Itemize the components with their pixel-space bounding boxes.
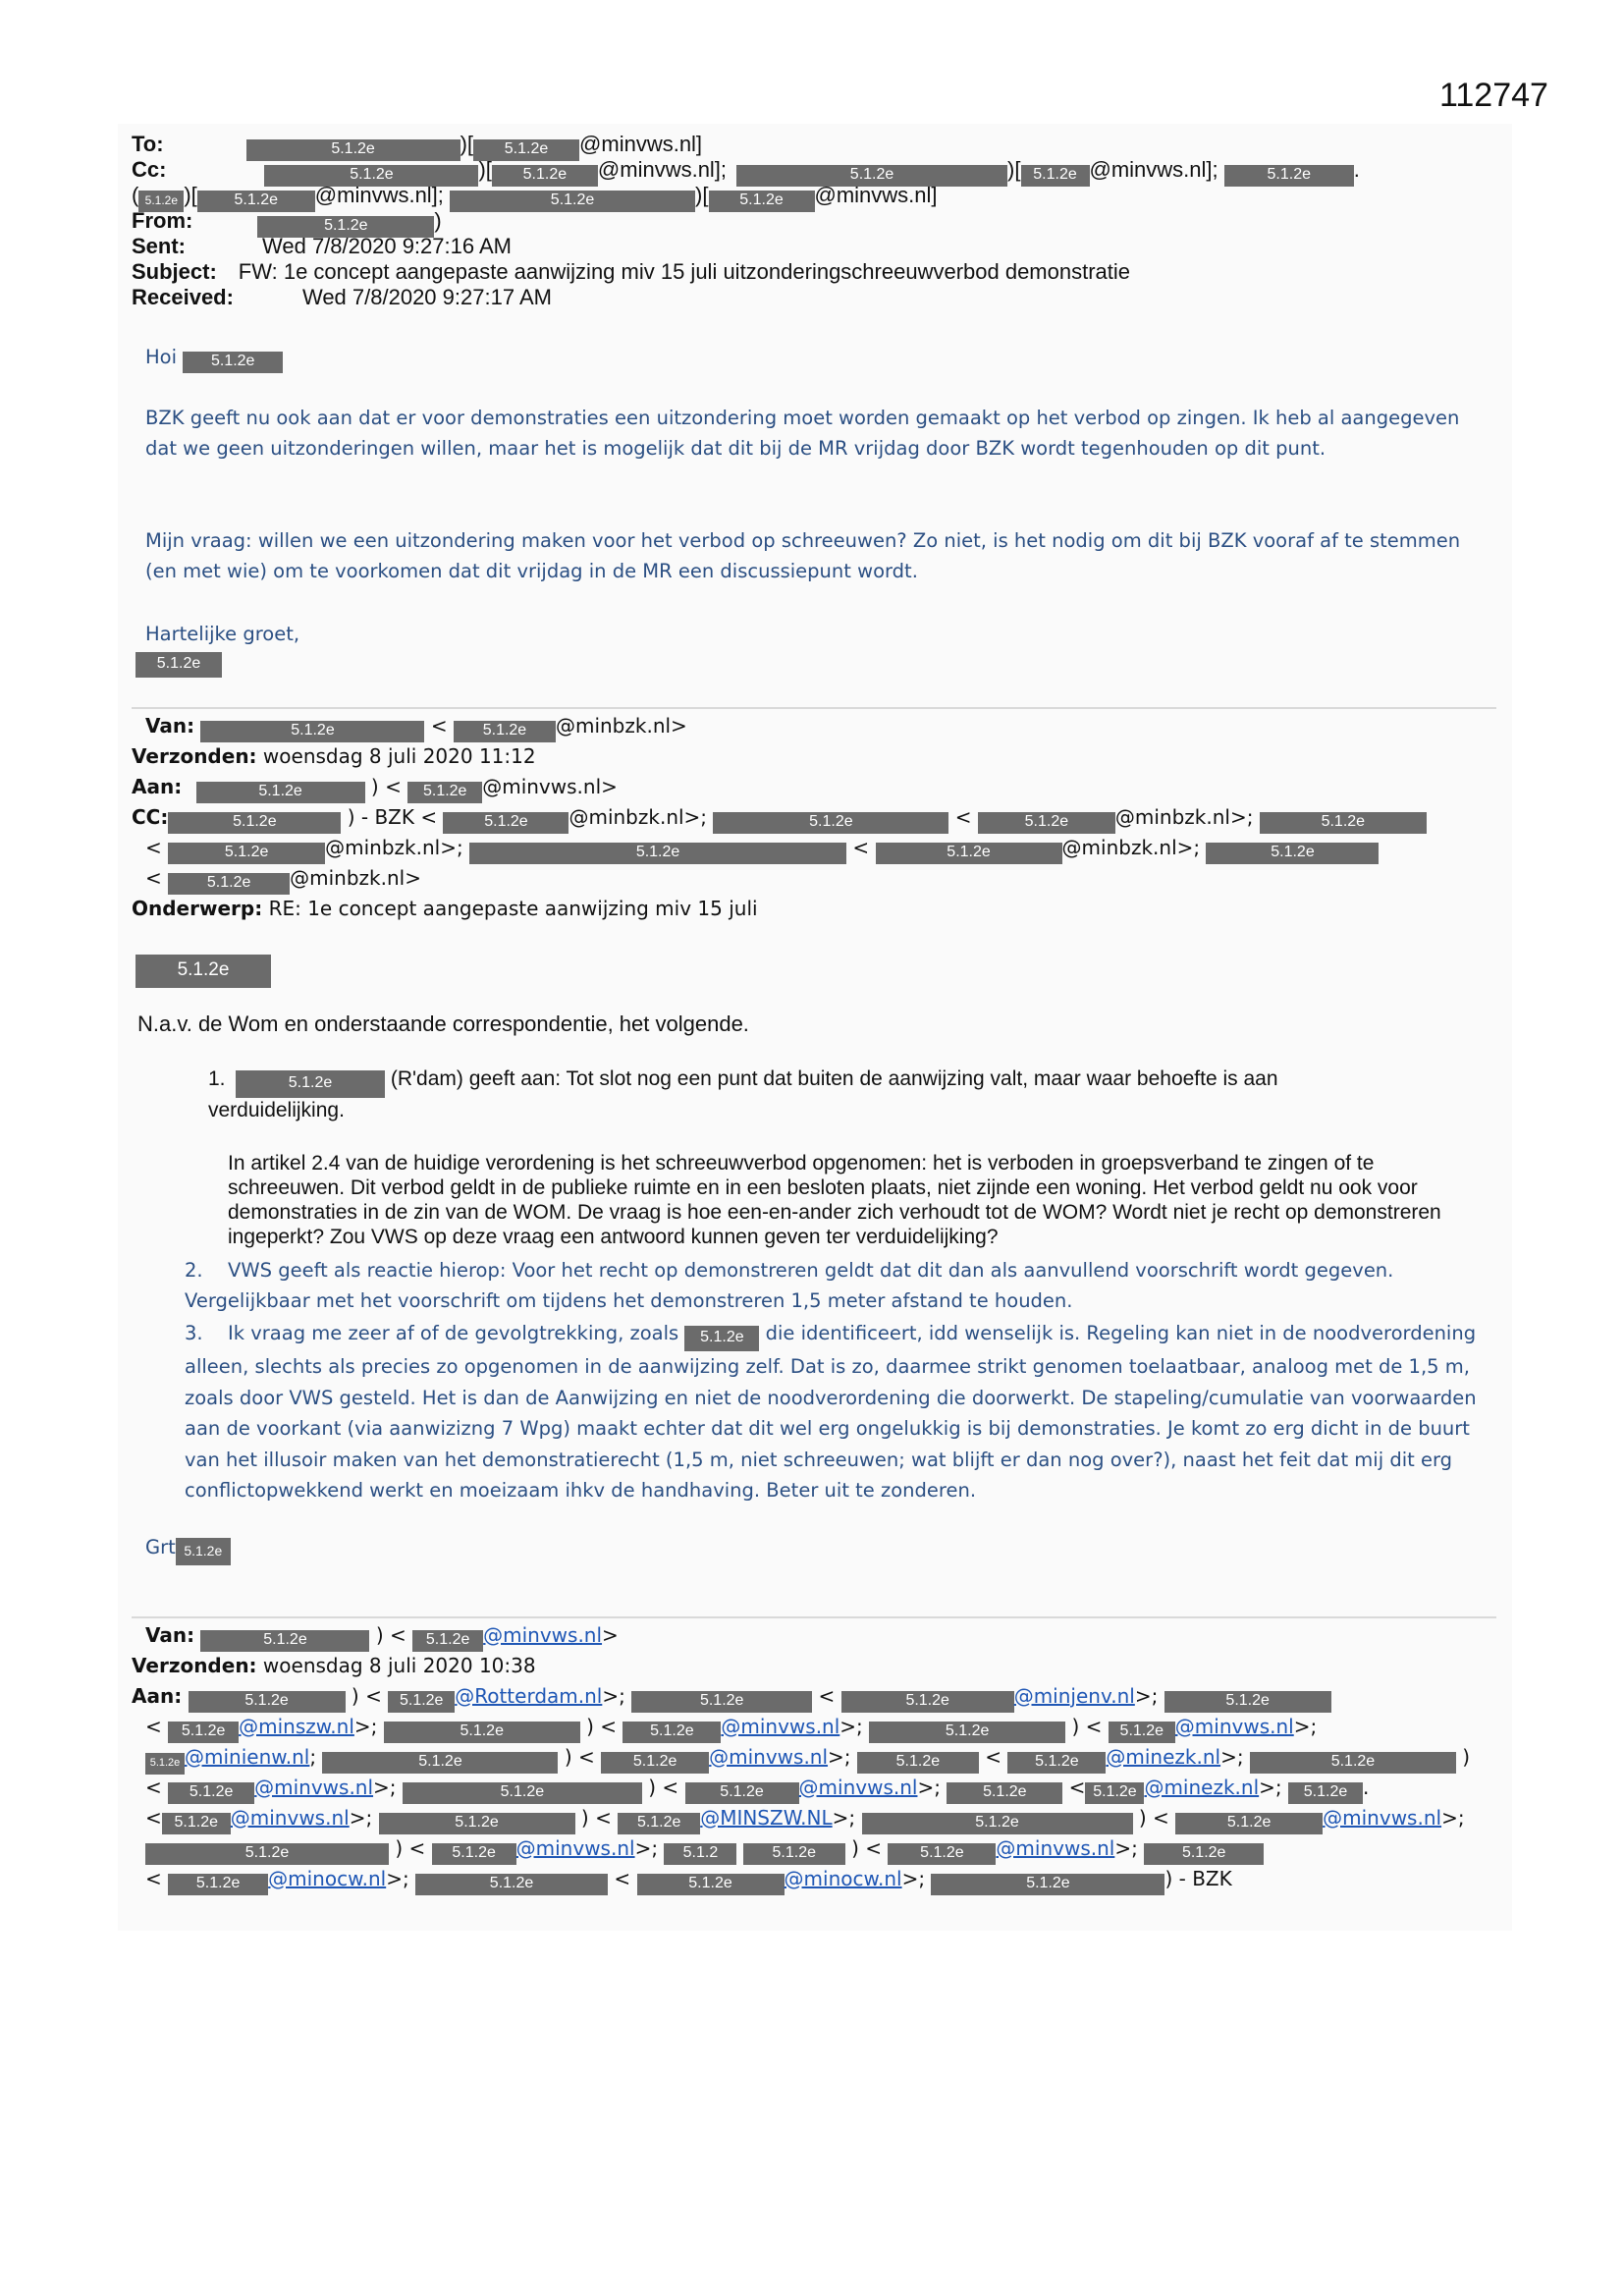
cc-line: Cc: 5.1.2e )[ 5.1.2e @minvws.nl]; 5.1.2e )[ 5.1.2e @minvws.nl]; 5.1.2e .	[132, 157, 1360, 187]
onderwerp-line: Onderwerp: RE: 1e concept aangepaste aanwijzing miv 15 juli	[132, 897, 758, 920]
aan-line-msg3-4: < 5.1.2e @minvws.nl>; 5.1.2e ) < 5.1.2e @minvws.nl>; 5.1.2e < 5.1.2e @minezk.nl>; 5.1.2e .	[145, 1773, 1369, 1804]
to-line: To: 5.1.2e )[ 5.1.2e @minvws.nl]	[132, 132, 702, 161]
redaction: 5.1.2e	[168, 1782, 254, 1804]
redaction: 5.1.2e	[183, 352, 283, 373]
redaction: 5.1.2e	[685, 1782, 799, 1804]
verzonden-line: Verzonden: woensdag 8 juli 2020 11:12	[132, 744, 536, 768]
redaction: 5.1.2e	[322, 1752, 558, 1774]
redaction: 5.1.2e	[1175, 1813, 1323, 1834]
redaction: 5.1.2e	[168, 1874, 268, 1895]
redaction: 5.1.2e	[415, 1874, 608, 1895]
to-label: To:	[132, 132, 164, 156]
redaction: 5.1.2e	[412, 1630, 483, 1652]
redaction: 5.1.2e	[862, 1813, 1133, 1834]
received-label: Received:	[132, 285, 234, 309]
redaction: 5.1.2e	[637, 1874, 785, 1895]
redaction: 5.1.2e	[264, 165, 478, 187]
redaction: 5.1.2e	[869, 1722, 1065, 1743]
redaction: 5.1.2e	[492, 165, 598, 187]
aan-line-msg3-2: < 5.1.2e @minszw.nl>; 5.1.2e ) < 5.1.2e @minvws.nl>; 5.1.2e ) < 5.1.2e @minvws.nl>;	[145, 1712, 1317, 1743]
redaction: 5.1.2e	[236, 1070, 385, 1098]
redaction: 5.1.2e	[450, 191, 695, 212]
redaction: 5.1.2e	[743, 1843, 845, 1865]
sent-label: Sent:	[132, 234, 186, 258]
redaction: 5.1.2e	[443, 812, 568, 834]
redaction: 5.1.2e	[200, 721, 424, 742]
redaction: 5.1.2e	[1260, 812, 1427, 834]
cc-domain: @minvws.nl]	[814, 183, 938, 207]
cc-domain: @minvws.nl];	[314, 183, 444, 207]
divider	[132, 1616, 1496, 1618]
to-domain: @minvws.nl]	[579, 132, 703, 156]
redaction: 5.1.2e	[168, 843, 325, 864]
redaction: 5.1.2e	[736, 165, 1007, 187]
redaction: 5.1.2e	[1109, 1722, 1175, 1743]
subject-label: Subject:	[132, 259, 217, 284]
closing: Hartelijke groet,	[145, 623, 300, 645]
redaction: 5.1.2e	[454, 721, 556, 742]
sent-value: Wed 7/8/2020 9:27:16 AM	[262, 234, 512, 258]
redaction: 5.1.2e	[713, 812, 948, 834]
redaction: 5.1.2e	[168, 873, 290, 895]
aan-line-msg3-6: 5.1.2e ) < 5.1.2e @minvws.nl>; 5.1.2 5.1.2e ) < 5.1.2e @minvws.nl>; 5.1.2e	[145, 1833, 1264, 1865]
redaction: 5.1.2e	[947, 1782, 1062, 1804]
redaction: 5.1.2e	[176, 1538, 231, 1565]
page-number: 112747	[1439, 77, 1548, 114]
redaction: 5.1.2e	[1085, 1782, 1144, 1804]
aan-line-msg3-7: < 5.1.2e @minocw.nl>; 5.1.2e < 5.1.2e @minocw.nl>; 5.1.2e ) - BZK	[145, 1864, 1232, 1895]
redaction: 5.1.2e	[1164, 1691, 1331, 1713]
intro-text: N.a.v. de Wom en onderstaande correspondentie, het volgende.	[137, 1011, 749, 1036]
redaction: 5.1.2e	[473, 139, 579, 161]
redaction: 5.1.2e	[168, 1722, 239, 1743]
cc-line-msg2-2: < 5.1.2e @minbzk.nl>; 5.1.2e < 5.1.2e @minbzk.nl>; 5.1.2e	[145, 833, 1379, 864]
redaction: 5.1.2e	[246, 139, 460, 161]
sent-line	[132, 234, 512, 259]
redaction: 5.1.2e	[1250, 1752, 1456, 1774]
from-line: From: 5.1.2e )	[132, 208, 442, 238]
redaction: 5.1.2e	[384, 1722, 580, 1743]
greeting: Hoi 5.1.2e	[145, 342, 1471, 373]
aan-line-msg3-3: 5.1.2e @minienw.nl; 5.1.2e ) < 5.1.2e @minvws.nl>; 5.1.2e < 5.1.2e @minezk.nl>; 5.1.2e )	[145, 1742, 1470, 1775]
cc-domain: @minvws.nl];	[1089, 157, 1218, 182]
redaction: 5.1.2e	[135, 652, 222, 678]
redaction: 5.1.2e	[931, 1874, 1164, 1895]
signature-redaction	[135, 652, 222, 678]
redaction: 5.1.2e	[138, 191, 184, 212]
redaction: 5.1.2e	[631, 1691, 812, 1713]
cc-line-2: ( 5.1.2e )[ 5.1.2e @minvws.nl]; 5.1.2e )[ 5.1.2e @minvws.nl]	[132, 183, 938, 212]
redaction: 5.1.2e	[709, 191, 815, 212]
redaction: 5.1.2e	[135, 955, 271, 988]
redaction: 5.1.2e	[200, 1630, 369, 1652]
redaction: 5.1.2e	[623, 1722, 721, 1743]
from-label: From:	[132, 208, 193, 233]
van-line-msg3: Van: 5.1.2e ) < 5.1.2e @minvws.nl>	[145, 1620, 619, 1652]
cc-line-msg2-3: < 5.1.2e @minbzk.nl>	[145, 863, 421, 895]
redaction: 5.1.2e	[407, 782, 482, 803]
list-item-3: 3. Ik vraag me zeer af of de gevolgtrekking, zoals 5.1.2e die identificeert, idd wenselijk is. Regeling kan niet in de noodverordening alleen, slechts als precies zo opgenomen in de aanwijzing zelf. Dat is zo, daarmee strikt genomen toelaatbaar, analoog met de 1,5 m, zoals door VWS gesteld. Het is dan de Aanwijzing en niet de noodverordening die doorwerkt. De stapeling/cumulatie van voorwaarden aan de voorkant (via aanwizizng 7 Wpg) maakt echter dat dit wel erg ongelukkig is bij demonstraties. Je komt zo erg dicht in de buurt van het illusoir maken van het demonstratierecht (1,5 m, niet schreeuwen; wat blijft er dan nog over?), naast het feit dat mij dit erg conflictopwekkend werkt en moeizaam ihkv de handhaving. Beter uit te zonderen.	[185, 1322, 1477, 1502]
cc-line-msg2: CC: 5.1.2e ) - BZK < 5.1.2e @minbzk.nl>; 5.1.2e < 5.1.2e @minbzk.nl>; 5.1.2e	[132, 802, 1427, 834]
subject-line	[132, 259, 1130, 285]
redaction: 5.1.2e	[162, 1813, 231, 1834]
redaction: 5.1.2e	[1206, 843, 1379, 864]
redaction: 5.1.2e	[432, 1843, 516, 1865]
divider	[132, 707, 1496, 709]
redaction: 5.1.2e	[168, 812, 341, 834]
signoff: Grt 5.1.2e	[145, 1532, 1471, 1565]
redaction: 5.1.2e	[888, 1843, 996, 1865]
message-paragraph-1: BZK geeft nu ook aan dat er voor demonstraties een uitzondering moet worden gemaakt op het verbod op zingen. Ik heb al aangegeven dat we geen uitzonderingen willen, maar het is mogelijk dat dit bij de MR vrijdag door BZK wordt tegenhouden op dit punt.	[145, 407, 1460, 460]
aan-line-msg3: Aan: 5.1.2e ) < 5.1.2e @Rotterdam.nl>; 5.1.2e < 5.1.2e @minjenv.nl>; 5.1.2e	[132, 1681, 1331, 1713]
cc-label: Cc:	[132, 157, 167, 182]
redaction: 5.1.2e	[618, 1813, 700, 1834]
redaction: 5.1.2e	[1224, 165, 1354, 187]
list-item-1: 1. 5.1.2e (R'dam) geeft aan: Tot slot nog een punt dat buiten de aanwijzing valt, maar waar behoefte is aan verduidelijking.	[208, 1067, 1278, 1121]
redaction: 5.1.2e	[469, 843, 846, 864]
verzonden-line-msg3: Verzonden: woensdag 8 juli 2020 10:38	[132, 1654, 536, 1677]
redaction: 5.1.2e	[197, 191, 315, 212]
redaction: 5.1.2e	[145, 1843, 389, 1865]
cc-domain: @minvws.nl];	[597, 157, 728, 182]
redaction: 5.1.2e	[1144, 1843, 1264, 1865]
van-line: Van: 5.1.2e < 5.1.2e @minbzk.nl>	[145, 711, 687, 742]
redaction: 5.1.2e	[145, 1753, 185, 1775]
redaction: 5.1.2e	[857, 1752, 979, 1774]
redaction: 5.1.2e	[978, 812, 1115, 834]
redaction: 5.1.2e	[876, 843, 1062, 864]
redaction-partial: 5.1.2	[664, 1843, 736, 1865]
salutation-redaction	[135, 955, 271, 988]
list-item-2: 2. VWS geeft als reactie hierop: Voor het recht op demonstreren geldt dat dit dan als aanvullend voorschrift wordt gegeven. Vergelijkbaar met het voorschrift om tijdens het demonstreren 1,5 meter afstand te houden.	[185, 1259, 1394, 1312]
redaction: 5.1.2e	[257, 216, 434, 238]
redaction: 5.1.2e	[379, 1813, 575, 1834]
redaction: 5.1.2e	[403, 1782, 642, 1804]
redaction: 5.1.2e	[1007, 1752, 1106, 1774]
redaction: 5.1.2e	[196, 782, 365, 803]
redaction: 5.1.2e	[1021, 165, 1090, 187]
redaction: 5.1.2e	[601, 1752, 709, 1774]
redaction: 5.1.2e	[841, 1691, 1014, 1713]
redaction: 5.1.2e	[189, 1691, 346, 1713]
redaction: 5.1.2e	[1288, 1782, 1363, 1804]
message-paragraph-2: Mijn vraag: willen we een uitzondering maken voor het verbod op schreeuwen? Zo niet, is het nodig om dit bij BZK vooraf af te stemmen (en met wie) om te voorkomen dat dit vrijdag in de MR een discussiepunt wordt.	[145, 529, 1461, 582]
received-value: Wed 7/8/2020 9:27:17 AM	[301, 285, 552, 309]
aan-line: Aan: 5.1.2e ) < 5.1.2e @minvws.nl>	[132, 772, 618, 803]
aan-line-msg3-5: < 5.1.2e @minvws.nl>; 5.1.2e ) < 5.1.2e @MINSZW.NL>; 5.1.2e ) < 5.1.2e @minvws.nl>;	[145, 1803, 1465, 1834]
subject-value: FW: 1e concept aangepaste aanwijzing miv 15 juli uitzonderingschreeuwverbod demonstratie	[238, 259, 1131, 284]
received-line	[132, 285, 552, 310]
redaction: 5.1.2e	[388, 1691, 455, 1713]
redaction: 5.1.2e	[684, 1326, 759, 1351]
quoted-question: In artikel 2.4 van de huidige verordening is het schreeuwverbod opgenomen: het is verboden in groepsverband te zingen of te schreeuwen. Dit verbod geldt in de publieke ruimte en in een besloten plaats, niet zijnde een woning. Het verbod geldt nu ook voor demonstraties in de zin van de WOM. De vraag is hoe een-en-ander zich verhoudt tot de WOM? Wordt niet je recht op demonstreren ingeperkt? Zou VWS op deze vraag een antwoord kunnen geven ter verduidelijking?	[228, 1152, 1441, 1248]
